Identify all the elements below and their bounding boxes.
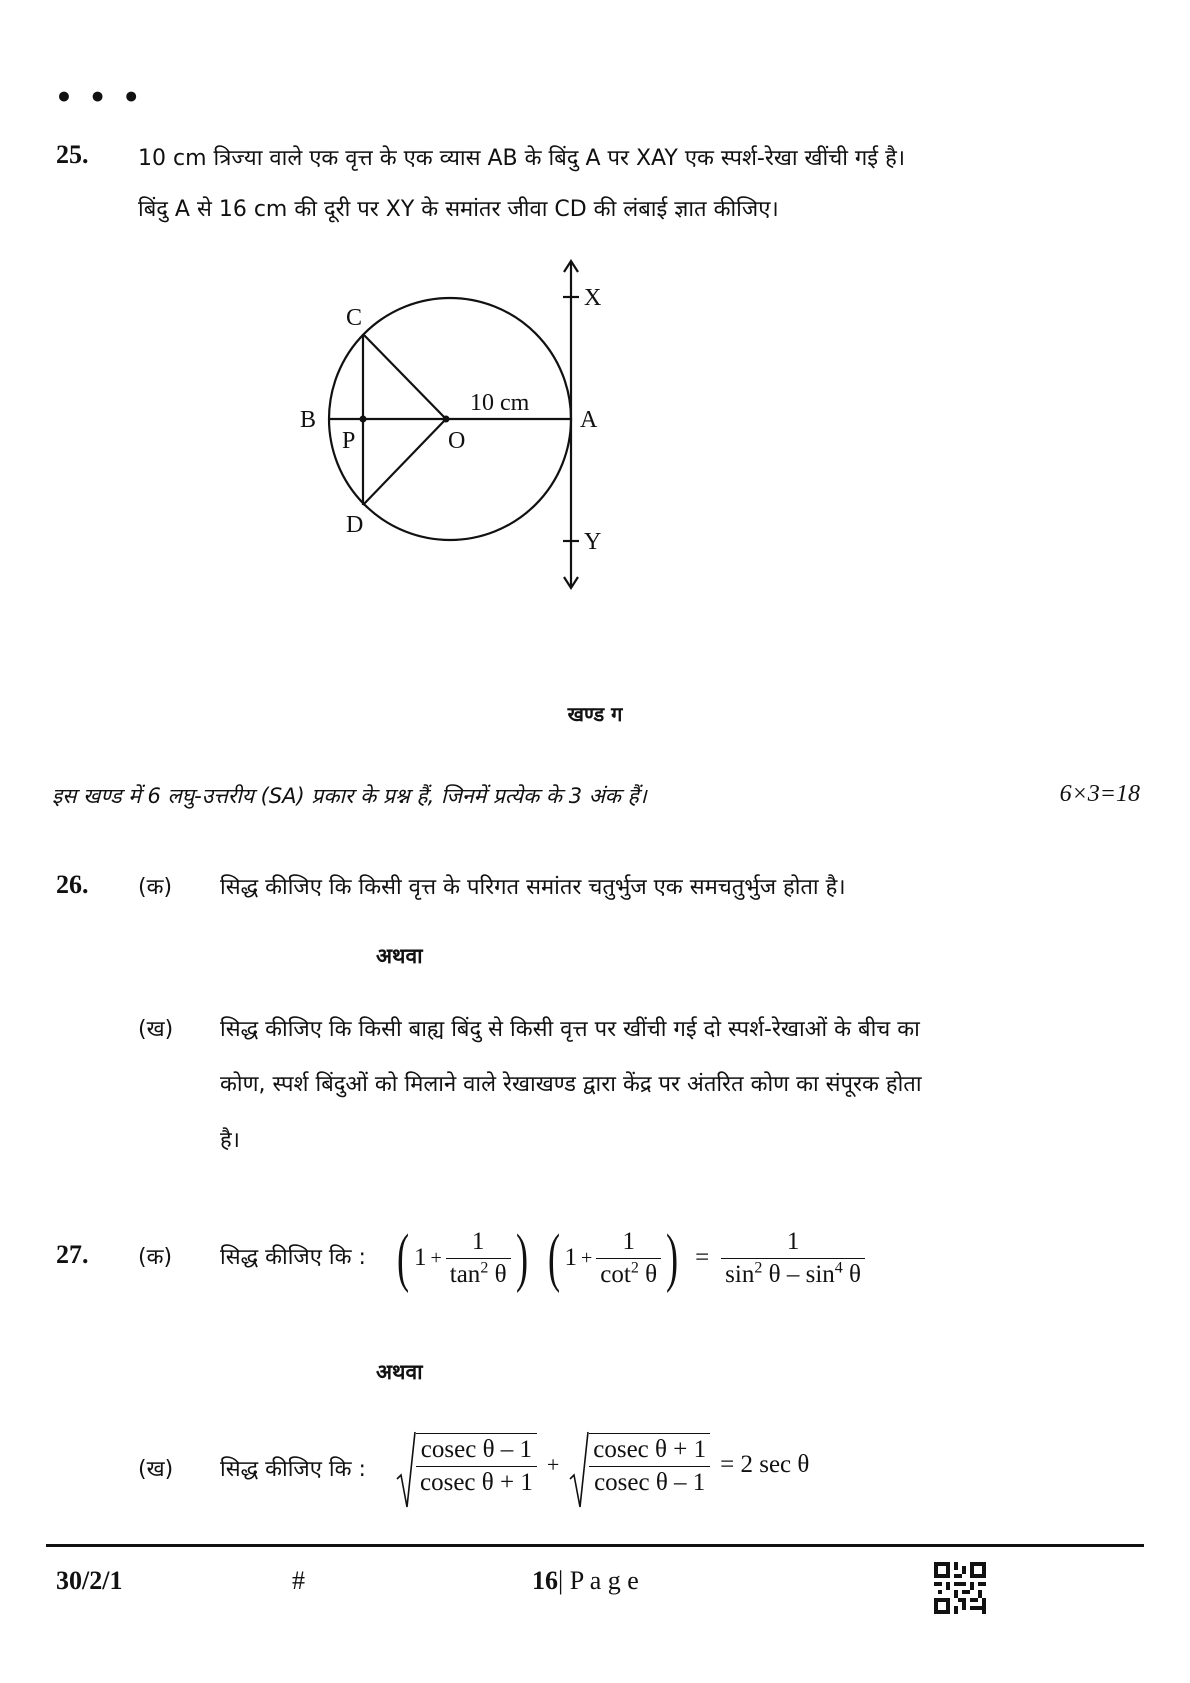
- label-d: D: [346, 512, 364, 538]
- q26-part-b-line1: सिद्ध कीजिए कि किसी बाह्य बिंदु से किसी वृत्त पर खींची गई दो स्पर्श-रेखाओं के बीच का: [220, 1017, 920, 1042]
- theta: θ: [494, 1260, 507, 1288]
- label-o: O: [448, 428, 466, 454]
- equals-sign: =: [695, 1244, 710, 1271]
- radical-icon: [569, 1431, 589, 1509]
- segment-oc: [363, 334, 446, 419]
- frac-denominator: [596, 1259, 661, 1289]
- point-p-dot: [360, 416, 367, 423]
- q27-part-a-prefix: सिद्ध कीजिए कि :: [220, 1245, 366, 1270]
- section-instruction: इस खण्ड में 6 लघु-उत्तरीय (SA) प्रकार के प्रश्न हैं, जिनमें प्रत्येक के 3 अंक हैं।: [52, 784, 647, 808]
- frac-denominator: cosec θ – 1: [594, 1469, 706, 1496]
- label-p: P: [342, 428, 356, 454]
- label-radius: 10 cm: [470, 390, 530, 416]
- q26-or-label: अथवा: [376, 944, 423, 968]
- page-label: P a g e: [569, 1566, 639, 1595]
- q25-text-line1: 10 cm त्रिज्या वाले एक वृत्त के एक व्यास AB के बिंदु A पर XAY एक स्पर्श-रेखा खींची गई है।: [138, 146, 906, 171]
- q27-part-b-label: (ख): [138, 1457, 174, 1482]
- term2-one: 1: [564, 1244, 578, 1271]
- term1-plus: +: [430, 1246, 442, 1269]
- frac-numerator: 1: [721, 1228, 865, 1259]
- q26-part-b-line2: कोण, स्पर्श बिंदुओं को मिलाने वाले रेखाखण्ड द्वारा केंद्र पर अंतरित कोण का संपूरक होता: [220, 1072, 922, 1097]
- page-number: 16: [532, 1566, 558, 1595]
- q27-part-b-prefix: सिद्ध कीजिए कि :: [220, 1457, 366, 1482]
- frac-denominator: cosec θ + 1: [420, 1469, 533, 1496]
- section-title: खण्ड ग: [567, 702, 623, 726]
- power: 4: [834, 1259, 843, 1277]
- page-indicator: [532, 1566, 639, 1596]
- q27-or-label: अथवा: [376, 1360, 423, 1384]
- q26-part-a-text: सिद्ध कीजिए कि किसी वृत्त के परिगत समांतर चतुर्भुज एक समचतुर्भुज होता है।: [220, 875, 846, 900]
- right-paren-icon: ): [666, 1221, 679, 1294]
- theta: θ: [849, 1260, 861, 1288]
- power: 2: [754, 1259, 763, 1277]
- power: 2: [480, 1259, 489, 1277]
- fraction-root2: [589, 1436, 710, 1497]
- label-a: A: [580, 407, 598, 433]
- q27-part-a-equation: [392, 1218, 865, 1298]
- question-number-27: 27.: [56, 1240, 89, 1269]
- label-y: Y: [584, 529, 602, 555]
- frac-numerator: 1: [446, 1228, 511, 1259]
- term2-plus: +: [581, 1246, 593, 1269]
- frac-numerator: cosec θ – 1: [416, 1436, 537, 1467]
- radical-icon: [396, 1431, 416, 1509]
- continuation-dots: • • •: [55, 81, 144, 114]
- square-root-1: [396, 1433, 537, 1497]
- theta: θ: [645, 1260, 658, 1288]
- point-o-dot: [443, 416, 450, 423]
- frac-denominator: [721, 1259, 865, 1289]
- square-root-2: [569, 1433, 710, 1497]
- label-b: B: [300, 407, 317, 433]
- paper-code: 30/2/1: [56, 1566, 123, 1595]
- power: 2: [630, 1259, 639, 1277]
- equation-rhs: = 2 sec θ: [720, 1451, 810, 1478]
- term1-one: 1: [413, 1244, 427, 1271]
- q27-part-a-label: (क): [138, 1245, 173, 1270]
- question-number-26: 26.: [56, 870, 89, 899]
- q26-part-b-label: (ख): [138, 1017, 174, 1042]
- q27-part-b-equation: [396, 1424, 809, 1506]
- plus-sign: +: [546, 1452, 560, 1477]
- page-separator: |: [558, 1566, 564, 1595]
- q26-part-a-label: (क): [138, 875, 173, 900]
- fn-tan: tan: [449, 1260, 481, 1288]
- fraction-1-over-tan2: [446, 1228, 511, 1289]
- fn-sin: sin: [725, 1260, 755, 1288]
- label-c: C: [346, 305, 363, 331]
- frac-numerator: 1: [596, 1228, 661, 1259]
- section-marks: 6×3=18: [1059, 781, 1140, 807]
- segment-od: [363, 419, 446, 505]
- q26-part-b-line3: है।: [220, 1128, 241, 1153]
- theta-minus-sin: θ – sin: [768, 1260, 835, 1288]
- fraction-1-over-cot2: [596, 1228, 661, 1289]
- label-x: X: [584, 285, 602, 311]
- question-number-25: 25.: [56, 140, 89, 169]
- qr-code-icon: [934, 1562, 986, 1614]
- q25-text-line2: बिंदु A से 16 cm की दूरी पर XY के समांतर जीवा CD की लंबाई ज्ञात कीजिए।: [138, 197, 779, 222]
- footer-hash: #: [292, 1566, 305, 1595]
- frac-numerator: cosec θ + 1: [589, 1436, 710, 1467]
- right-paren-icon: ): [515, 1221, 528, 1294]
- fraction-rhs: [721, 1228, 865, 1289]
- fn-cot: cot: [600, 1260, 631, 1288]
- left-paren-icon: (: [547, 1221, 560, 1294]
- left-paren-icon: (: [396, 1221, 410, 1294]
- fraction-root1: [416, 1436, 537, 1497]
- footer-divider: [46, 1544, 1144, 1547]
- frac-denominator: [446, 1259, 511, 1289]
